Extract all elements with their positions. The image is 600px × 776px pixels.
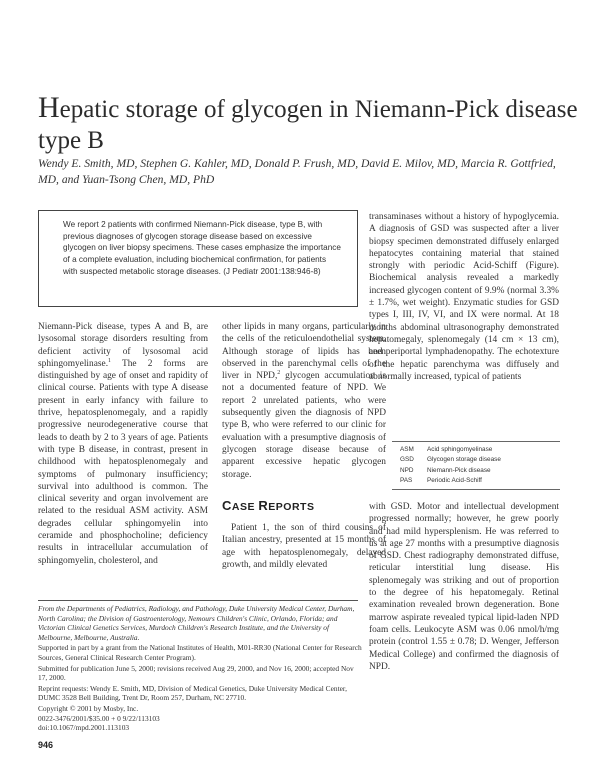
intro-cont-text-a: other lipids in many organs, particularly in the cells of the reticuloendothelial system. Although storage of lipids has been observed in the parenchymal cells of the liver in NPD,	[222, 322, 386, 382]
article-title	[38, 92, 578, 156]
abbreviation-term: ASM	[400, 446, 414, 453]
intro-paragraph-continued	[222, 321, 386, 481]
page-number: 946	[38, 740, 54, 750]
body-column-2	[222, 321, 386, 481]
intro-text-b: The 2 forms are distinguished by age of onset and rapidity of clinical course. Patients with type A disease present in early infancy with failure to thrive, hepatosplenomegaly, and a rapidly progressive neurodegenerative course that leads to death by 2 to 3 years of age. Patients with type B disease, in contrast, present in childhood with hepatosplenomegaly and symptoms of pulmonary insufficiency; survival into adulthood is common. The clinical severity and organ involvement are related to the residual ASM activity. ASM degrades cellular sphingomyelin into ceramide and phosphocholine; deficiency results in intracellular accumulation of sphingomyelin, cholesterol, and	[38, 358, 208, 566]
title-initial: H	[38, 91, 60, 124]
abstract-box	[38, 210, 358, 307]
intro-text-a: Niemann-Pick disease, types A and B, are lysosomal storage disorders resulting from deficient activity of lysosomal acid sphingomyelinase.	[38, 322, 208, 369]
footnote-divider	[38, 600, 358, 601]
section-text-1: ASE	[231, 501, 259, 513]
divider	[392, 441, 560, 442]
patient-1-course: with GSD. Motor and intellectual development progressed normally; however, he grew poorly and had mild hypersplenism. He was referred to us at age 27 months with a presumptive diagnosis of GSD. Chest radiography demonstrated diffuse, reticular interstitial lung disease. His splenomegaly was striking and out of proportion to the degree of his hepatomegaly. Retinal examination revealed brown degeneration. Bone marrow aspirate revealed typical lipid-laden NPD foam cells. Leukocyte ASM was 0.06 nmol/h/mg protein (control 1.55 ± 0.78; D. Wenger, Jefferson Medical College) and confirmed the diagnosis of NPD.	[369, 502, 559, 672]
abbreviation-definition: Acid sphingomyelinase	[427, 446, 493, 453]
abbreviation-definition: Glycogen storage disease	[427, 456, 501, 464]
copyright-note: Copyright © 2001 by Mosby, Inc.	[38, 703, 139, 713]
doi-link[interactable]: doi:10.1067/mpd.2001.113103	[38, 723, 130, 733]
section-initial-1: C	[222, 498, 232, 513]
abbreviation-definition: Niemann-Pick disease	[427, 466, 491, 474]
divider	[392, 489, 560, 490]
abbreviation-row	[392, 476, 560, 486]
section-heading-case-reports	[222, 498, 314, 513]
submission-note: Submitted for publication June 5, 2000; revisions received Aug 29, 2000, and Nov 16, 2000; accepted Nov 17, 2000.	[38, 663, 354, 683]
abbreviation-row	[392, 445, 560, 455]
body-column-3-bottom	[369, 501, 559, 673]
intro-paragraph	[38, 321, 208, 567]
abbreviation-row	[392, 455, 560, 465]
issn-note: 0022-3476/2001/$35.00 + 0 9/22/113103	[38, 713, 160, 723]
patient-1-history: transaminases without a history of hypoglycemia. A diagnosis of GSD was suspected after a liver biopsy specimen demonstrated diffusely enlarged hepatocytes containing material that stained strongly with periodic Acid-Schiff (Figure). Biochemical analysis revealed a markedly increased glycogen content of 9.9% (normal 3.3% ± 1.7%, wet weight). Enzymatic studies for GSD types I, III, IV, VI, and IX were normal. At 18 months abdominal ultrasonography demonstrated hepatomegaly, splenomegaly (14 cm × 13 cm), and periportal lymphadenopathy. The echotexture of the hepatic parenchyma was diffusely and abnormally increased, typical of patients	[369, 212, 559, 382]
citation-ref[interactable]: 1	[108, 357, 112, 364]
body-column-1	[38, 321, 208, 567]
section-text-2: EPORTS	[268, 501, 315, 513]
abbreviation-definition: Periodic Acid-Schiff	[427, 476, 482, 484]
body-column-3-top	[369, 211, 559, 383]
affiliations-note: From the Departments of Pediatrics, Radiology, and Pathology, Duke University Medical Center, Durham, North Carolina; the Division of Gastroenterology, Nemours Children's Clinic, Orlando, Florida; and Victorian Clinical Genetics Services, Murdoch Children's Research Institute, and the University of Melbourne, Melbourne, Australia.	[38, 604, 355, 642]
intro-cont-text-b: glycogen accumulation is not a documented feature of NPD. We report 2 unrelated patients, who were subsequently given the diagnosis of NPD type B, who were referred to our clinic for evaluation with a presumptive diagnosis of glycogen storage disease because of apparent excessive hepatic glycogen storage.	[222, 371, 386, 480]
abbreviation-term: PAS	[400, 476, 413, 484]
footnotes	[38, 604, 364, 733]
citation-ref[interactable]: 2	[277, 370, 281, 377]
abbreviation-row	[392, 466, 560, 476]
author-list: Wendy E. Smith, MD, Stephen G. Kahler, MD, Donald P. Frush, MD, David E. Milov, MD, Marcia R. Gottfried, MD, and Yuan-Tsong Chen, MD, PhD	[38, 157, 556, 186]
abbreviation-term: GSD	[400, 456, 414, 464]
case-report-column	[222, 522, 386, 571]
abbreviations-box	[392, 441, 560, 490]
abbreviation-term: NPD	[400, 466, 414, 474]
funding-note: Supported in part by a grant from the National Institutes of Health, M01-RR30 (National Center for Research Sources, General Clinical Research Center Program).	[38, 643, 362, 662]
abbreviations-table	[392, 445, 560, 486]
patient-1-paragraph: Patient 1, the son of third cousins of Italian ancestry, presented at 15 months of age with hepatosplenomegaly, delayed growth, and mildly elevated	[222, 523, 386, 570]
title-text: epatic storage of glycogen in Niemann-Pick disease type B	[38, 96, 578, 154]
abstract-text: We report 2 patients with confirmed Niemann-Pick disease, type B, with previous diagnoses of glycogen storage disease based on excessive glycogen on liver biopsy specimens. These cases emphasize the importance of a complete evaluation, including biochemical confirmation, for patients with suspected metabolic storage diseases. (J Pediatr 2001:138:946-8)	[63, 220, 341, 276]
section-initial-2: R	[258, 498, 269, 513]
reprint-note: Reprint requests: Wendy E. Smith, MD, Division of Medical Genetics, Duke University Medical Center, DUMC 3528 Bell Building, Trent Dr, Room 257, Durham, NC 27710.	[38, 683, 347, 703]
